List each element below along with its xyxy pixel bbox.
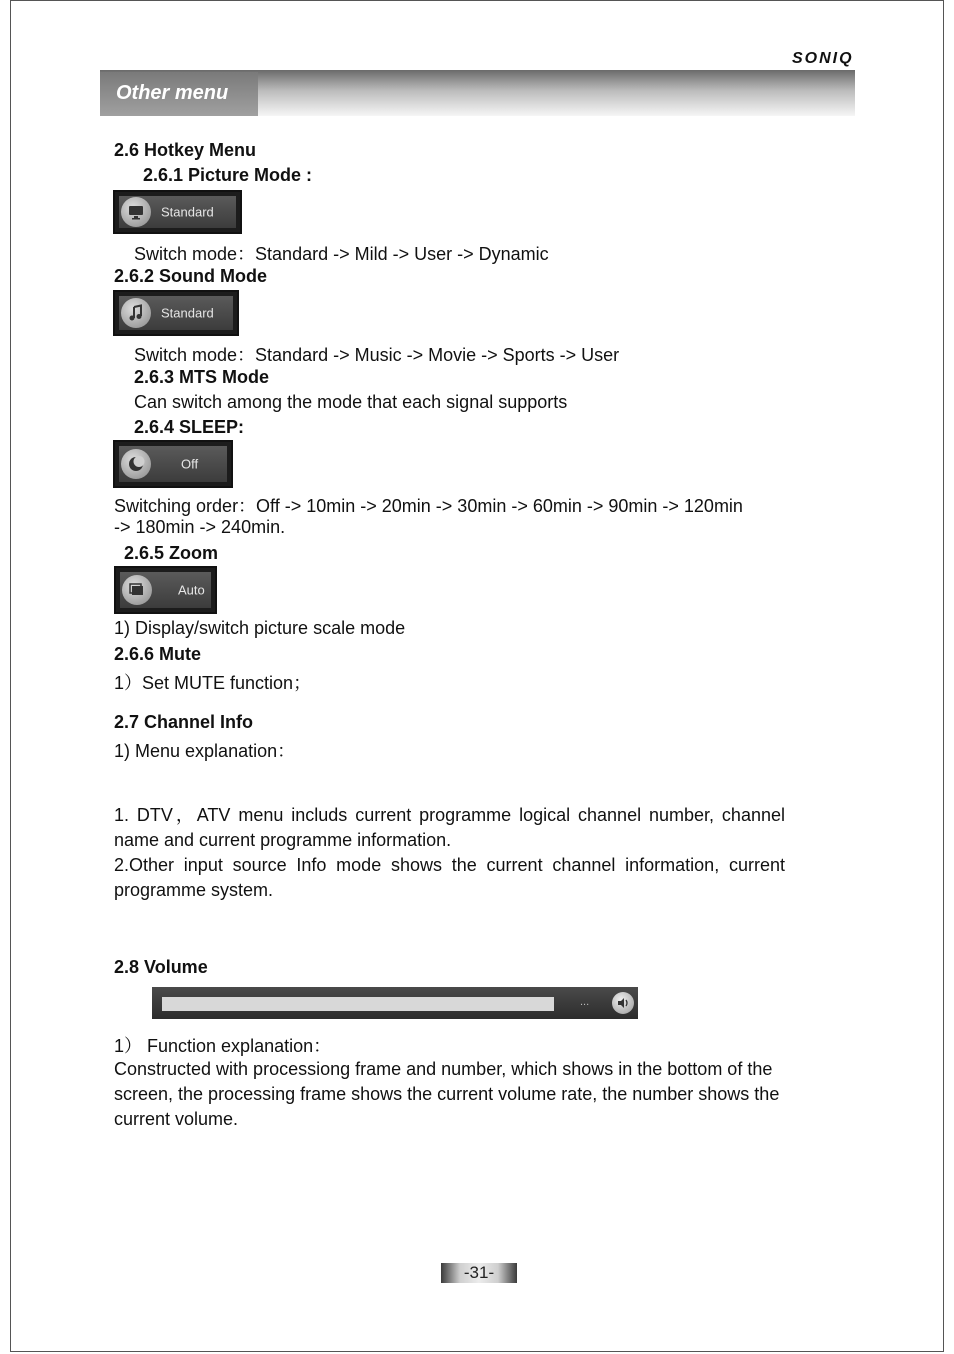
channel-info-text: 1) Menu explanation： — [114, 741, 296, 761]
section-header-title: Other menu — [116, 82, 229, 104]
heading-hotkey-menu: 2.6 Hotkey Menu — [114, 140, 257, 160]
channel-info-paragraph-2: 2.Other input source Info mode shows the current channel information, current programme system. — [114, 855, 785, 900]
heading-zoom: 2.6.5 Zoom — [124, 543, 219, 563]
sound-mode-osd — [113, 290, 239, 336]
page-number-badge — [441, 1263, 517, 1283]
zoom-text: 1) Display/switch picture scale mode — [114, 618, 406, 638]
volume-progress-frame — [162, 997, 554, 1011]
mts-mode-text: Can switch among the mode that each signal supports — [134, 392, 568, 412]
sound-mode-text: Switch mode：Standard -> Music -> Movie -> Sports -> User — [134, 345, 620, 365]
zoom-icon — [122, 575, 152, 605]
sleep-osd-label: Off — [181, 456, 199, 472]
brand-logo: SONIQ — [792, 50, 854, 67]
heading-sound-mode: 2.6.2 Sound Mode — [114, 266, 268, 286]
sleep-order-text-line1: Switching order：Off -> 10min -> 20min -> 30min -> 60min -> 90min -> 120min — [114, 496, 743, 516]
heading-mute: 2.6.6 Mute — [114, 644, 202, 664]
volume-function-label: 1） Function explanation： — [114, 1036, 332, 1056]
moon-icon — [121, 449, 151, 479]
music-note-icon — [121, 298, 151, 328]
channel-info-paragraph-1: 1. DTV，ATV menu includs current programme logical channel number, channel name and current programme information. — [114, 805, 785, 850]
picture-mode-osd — [113, 190, 242, 234]
sleep-order-text-line2: -> 180min -> 240min. — [114, 517, 286, 537]
heading-mts-mode: 2.6.3 MTS Mode — [134, 367, 270, 387]
picture-mode-osd-label: Standard — [161, 204, 214, 220]
page-number: -31- — [463, 1263, 495, 1282]
picture-mode-text: Switch mode：Standard -> Mild -> User -> Dynamic — [134, 244, 549, 264]
heading-sleep: 2.6.4 SLEEP: — [134, 417, 245, 437]
heading-channel-info: 2.7 Channel Info — [114, 712, 254, 732]
heading-volume: 2.8 Volume — [114, 957, 208, 977]
zoom-osd-label: Auto — [178, 582, 205, 598]
volume-number: ... — [580, 996, 590, 1008]
mute-text: 1）Set MUTE function； — [114, 673, 312, 693]
volume-osd-bar — [152, 987, 638, 1019]
heading-picture-mode: 2.6.1 Picture Mode : — [143, 165, 313, 185]
zoom-osd — [114, 566, 217, 614]
speaker-icon — [612, 992, 634, 1014]
sleep-osd — [113, 440, 233, 488]
volume-explanation-paragraph: Constructed with processiong frame and number, which shows in the bottom of the screen, the processing frame shows the current volume rate, the number shows the current volume. — [114, 1059, 780, 1129]
monitor-icon — [121, 197, 151, 227]
sound-mode-osd-label: Standard — [161, 305, 214, 321]
